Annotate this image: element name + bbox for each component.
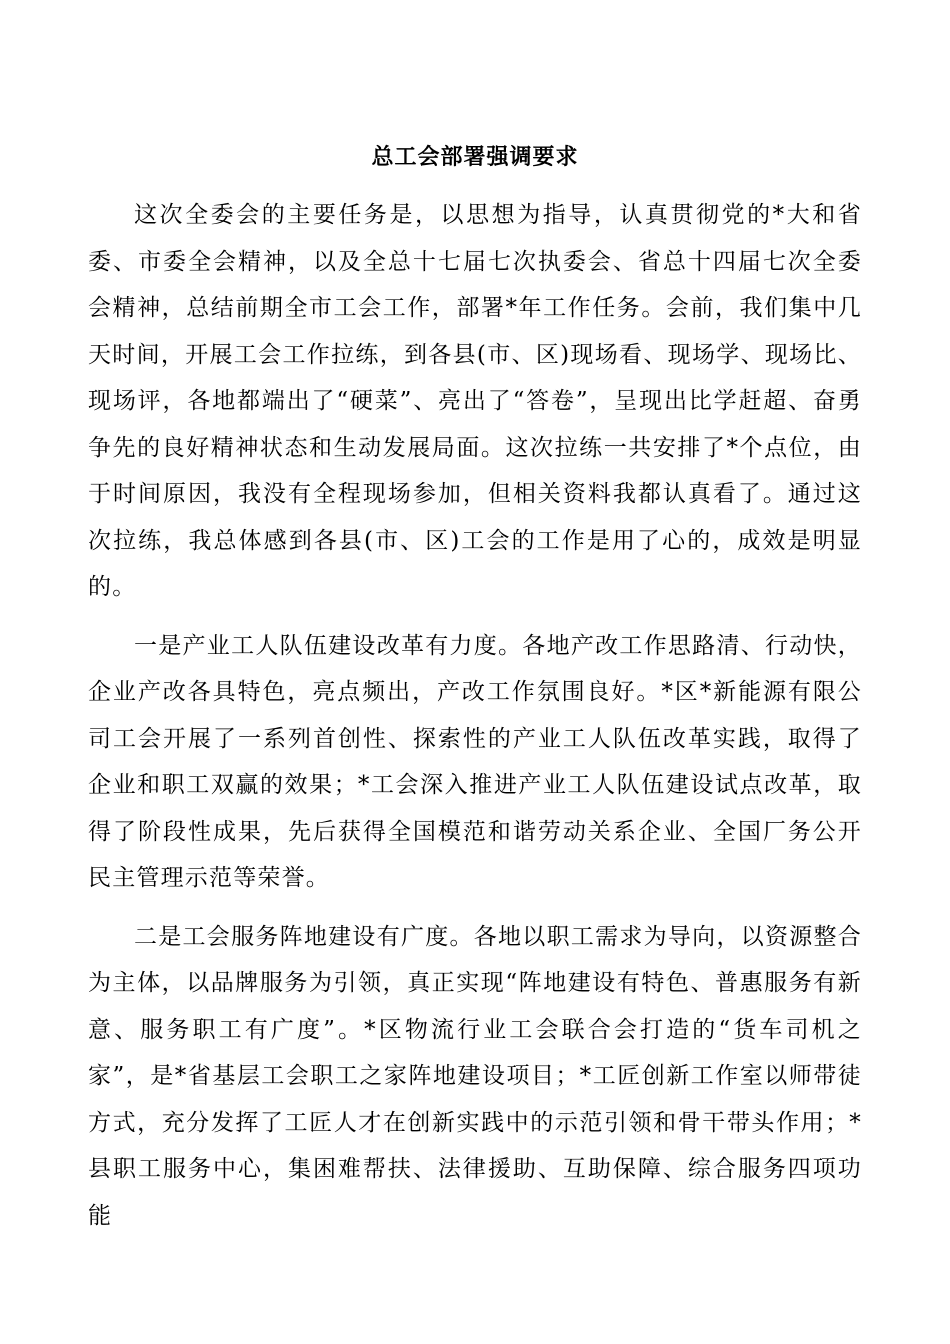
document-title: 总工会部署强调要求 bbox=[371, 144, 579, 170]
paragraph-point-one: 一是产业工人队伍建设改革有力度。各地产改工作思路清、行动快，企业产改各具特色，亮点频出，产改工作氛围良好。*区*新能源有限公司工会开展了一系列首创性、探索性的产业工人队伍改革实践，取得了企业和职工双赢的效果；*工会深入推进产业工人队伍建设试点改革，取得了阶段性成果，先后获得全国模范和谐劳动关系企业、全国厂务公开民主管理示范等荣誉。 bbox=[88, 632, 862, 891]
paragraph-point-two: 二是工会服务阵地建设有广度。各地以职工需求为导向，以资源整合为主体，以品牌服务为引领，真正实现“阵地建设有特色、普惠服务有新意、服务职工有广度”。*区物流行业工会联合会打造的“货车司机之家”，是*省基层工会职工之家阵地建设项目；*工匠创新工作室以师带徒方式，充分发挥了工匠人才在创新实践中的示范引领和骨干带头作用；*县职工服务中心，集困难帮扶、法律援助、互助保障、综合服务四项功能 bbox=[88, 923, 862, 1229]
document-body bbox=[88, 192, 862, 1251]
paragraph-intro: 这次全委会的主要任务是，以思想为指导，认真贯彻党的*大和省委、市委全会精神，以及全总十七届七次执委会、省总十四届七次全委会精神，总结前期全市工会工作，部署*年工作任务。会前，我们集中几天时间，开展工会工作拉练，到各县(市、区)现场看、现场学、现场比、现场评，各地都端出了“硬菜”、亮出了“答卷”，呈现出比学赶超、奋勇争先的良好精神状态和生动发展局面。这次拉练一共安排了*个点位，由于时间原因，我没有全程现场参加，但相关资料我都认真看了。通过这次拉练，我总体感到各县(市、区)工会的工作是用了心的，成效是明显的。 bbox=[88, 202, 862, 600]
